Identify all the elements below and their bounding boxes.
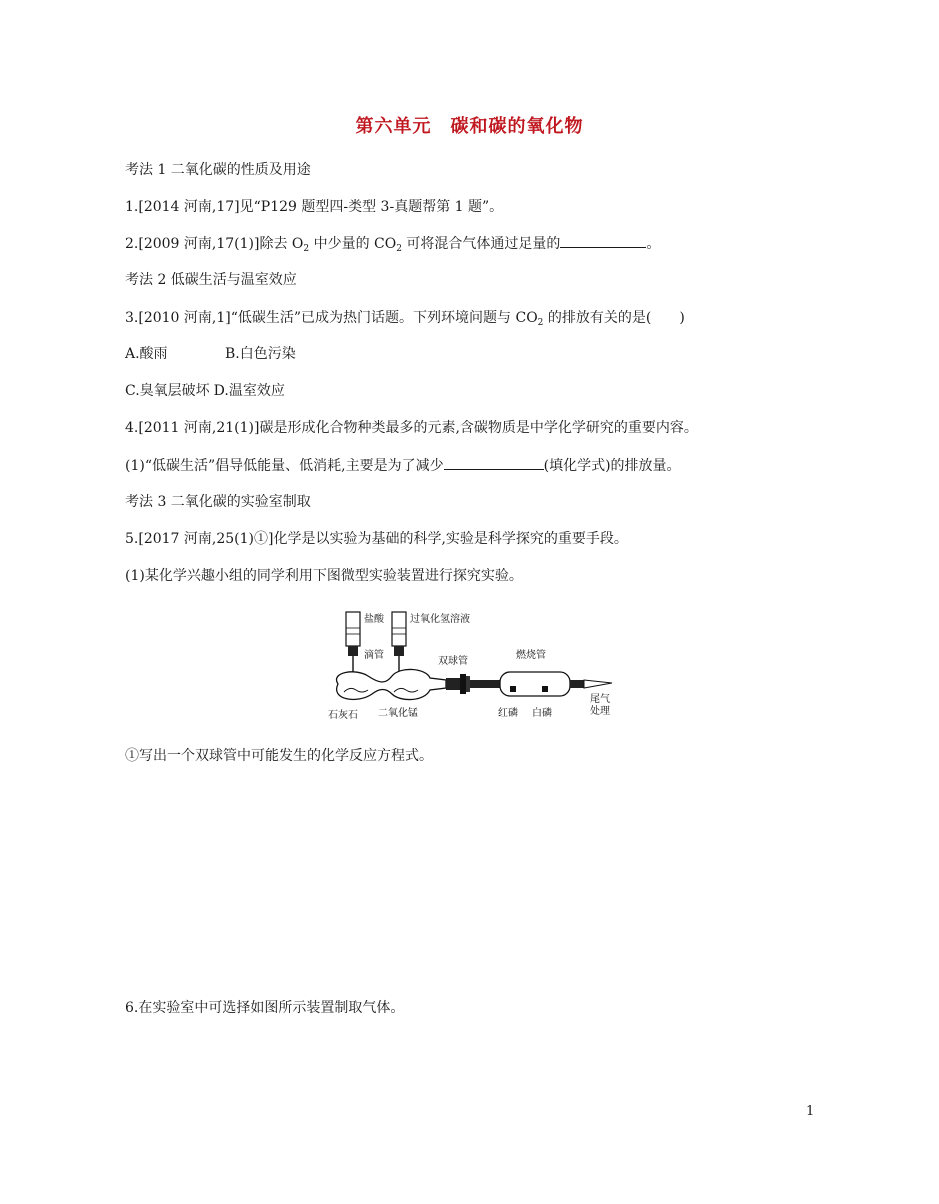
option-a[interactable]: A.酸雨 <box>125 346 168 362</box>
page-title: 第六单元 碳和碳的氧化物 <box>355 116 584 137</box>
label-dropper: 滴管 <box>364 650 384 661</box>
options-row-2 <box>125 381 285 401</box>
section-heading-1: 考法 1 二氧化碳的性质及用途 <box>125 162 311 178</box>
question-6: 6.在实验室中可选择如图所示装置制取气体。 <box>125 1000 405 1016</box>
question-4-1-text: (1)“低碳生活”倡导低能量、低消耗,主要是为了减少 <box>125 458 444 474</box>
label-white-phosphorus: 白磷 <box>532 708 552 719</box>
option-c[interactable]: C.臭氧层破坏 <box>125 383 210 399</box>
question-5: 5.[2017 河南,25(1)①]化学是以实验为基础的科学,实验是科学探究的重要手段。 <box>125 531 628 547</box>
combustion-tube-icon <box>500 672 612 696</box>
question-2-end: 。 <box>646 236 661 252</box>
subscript: 2 <box>537 318 544 328</box>
answer-blank[interactable] <box>444 455 544 470</box>
double-bulb-tube-icon <box>336 669 446 699</box>
question-2-text-a: 2.[2009 河南,17(1)]除去 O <box>125 236 304 252</box>
experiment-apparatus-figure <box>326 606 616 722</box>
question-2 <box>125 233 660 259</box>
question-3-end: ) <box>679 310 685 326</box>
question-3 <box>125 308 685 333</box>
label-mno2: 二氧化锰 <box>378 708 418 719</box>
label-h2o2: 过氧化氢溶液 <box>410 614 470 625</box>
page-number: 1 <box>806 1104 815 1119</box>
options-row-1 <box>125 344 296 364</box>
label-hcl: 盐酸 <box>364 614 384 625</box>
question-2-text-b: 中少量的 CO <box>309 236 397 252</box>
section-heading-3: 考法 3 二氧化碳的实验室制取 <box>125 494 311 510</box>
label-burner-tube: 燃烧管 <box>516 650 546 661</box>
subscript: 2 <box>396 244 402 254</box>
question-5-1: (1)某化学兴趣小组的同学利用下图微型实验装置进行探究实验。 <box>125 568 523 584</box>
option-b[interactable]: B.白色污染 <box>225 346 296 362</box>
hcl-dropper-icon <box>346 612 360 674</box>
question-3-text-b: 的排放有关的是( <box>543 310 652 326</box>
option-d[interactable]: D.温室效应 <box>213 383 285 399</box>
rubber-connector-icon <box>446 674 500 694</box>
subscript: 2 <box>303 244 310 254</box>
question-5-subitem: ①写出一个双球管中可能发生的化学反应方程式。 <box>125 748 433 764</box>
question-4-1 <box>125 455 681 476</box>
question-3-text-a: 3.[2010 河南,1]“低碳生活”已成为热门话题。下列环境问题与 CO <box>125 310 538 326</box>
h2o2-dropper-icon <box>392 612 406 676</box>
question-4: 4.[2011 河南,21(1)]碳是形成化合物种类最多的元素,含碳物质是中学化学研究的重要内容。 <box>125 420 698 436</box>
question-4-1-end: (填化学式)的排放量。 <box>543 458 681 474</box>
label-tail-gas-2: 处理 <box>590 706 610 717</box>
answer-blank[interactable] <box>560 233 646 248</box>
label-tail-gas-1: 尾气 <box>590 694 610 705</box>
label-double-bulb: 双球管 <box>438 656 468 667</box>
question-1: 1.[2014 河南,17]见“P129 题型四-类型 3-真题帮第 1 题”。 <box>125 199 504 215</box>
question-2-text-c: 可将混合气体通过足量的 <box>401 236 561 252</box>
section-heading-2: 考法 2 低碳生活与温室效应 <box>125 272 297 288</box>
label-red-phosphorus: 红磷 <box>498 708 518 719</box>
label-limestone: 石灰石 <box>328 710 358 721</box>
